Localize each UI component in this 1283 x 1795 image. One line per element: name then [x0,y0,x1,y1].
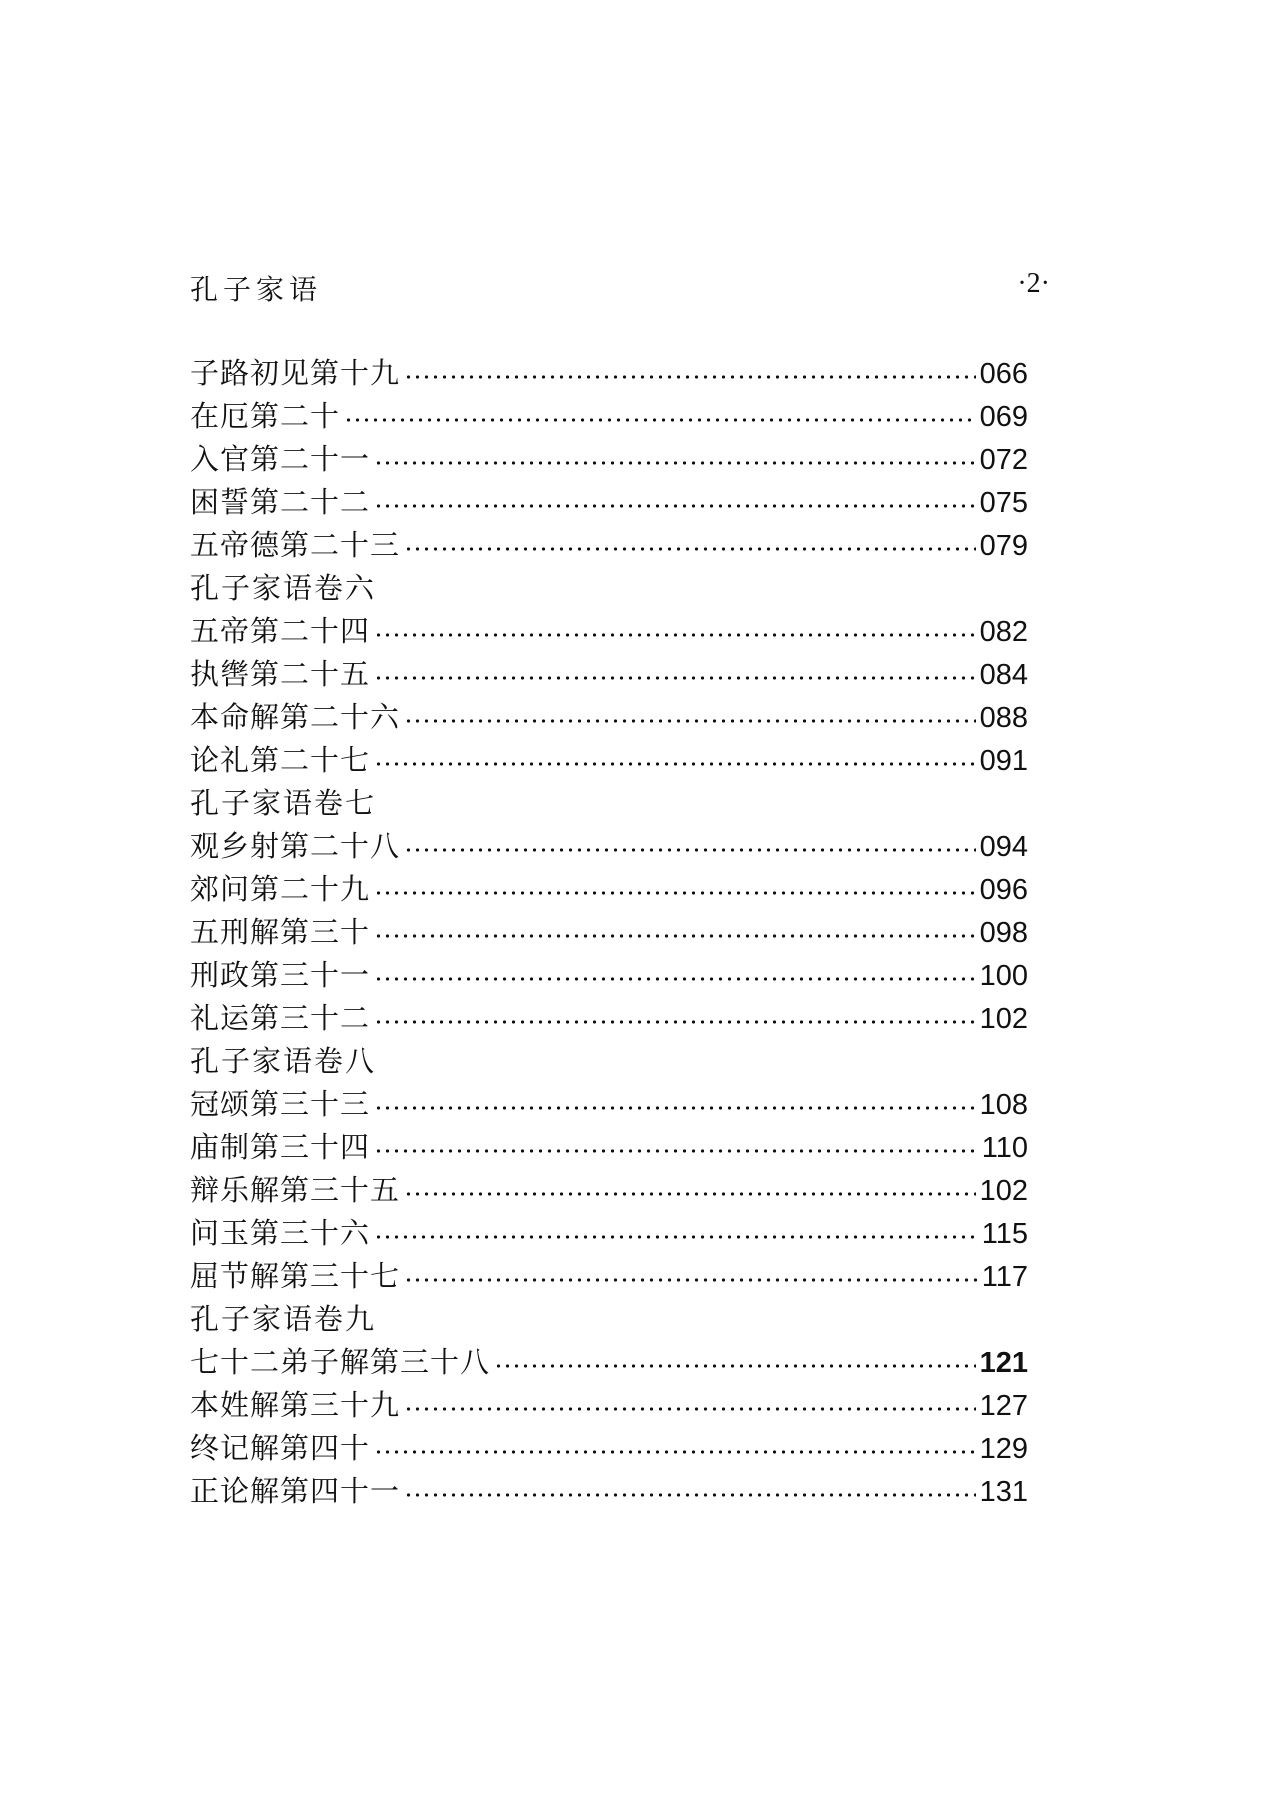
dot-leader [374,977,976,981]
page-number: ·2· [1017,268,1050,299]
toc-entry-page: 110 [981,1132,1028,1164]
toc-entry-title: 孔子家语卷九 [190,1302,377,1336]
toc-entry-title: 问玉第三十六 [190,1216,371,1250]
toc-entry-title: 正论解第四十一 [190,1474,401,1508]
dot-leader [374,461,976,465]
toc-volume-heading [190,567,1028,610]
toc-entry-page: 096 [979,874,1028,906]
toc-entry-page: 084 [979,659,1028,691]
dot-leader [404,1278,978,1282]
toc-entry-page: 082 [979,616,1028,648]
toc-entry [190,1470,1028,1513]
toc-volume-heading [190,782,1028,825]
toc-entry-title: 观乡射第二十八 [190,829,401,863]
toc-entry-title: 郊问第二十九 [190,872,371,906]
toc-entry-page: 098 [979,917,1028,949]
toc-entry [190,1126,1028,1169]
toc-entry-page: 066 [979,358,1028,390]
toc-volume-heading [190,1040,1028,1083]
page-header [190,268,1050,308]
toc-entry [190,610,1028,653]
toc-entry-title: 论礼第二十七 [190,743,371,777]
toc-entry-page: 115 [981,1218,1028,1250]
toc-entry [190,825,1028,868]
dot-leader [404,375,976,379]
running-head-title: 孔子家语 [190,273,323,306]
toc-entry [190,868,1028,911]
toc-entry-page: 131 [979,1476,1028,1508]
toc-entry [190,395,1028,438]
toc-entry [190,997,1028,1040]
toc-entry [190,1255,1028,1298]
toc-entry-title: 五帝德第二十三 [190,528,401,562]
dot-leader [404,1192,976,1196]
dot-leader [374,633,976,637]
toc-entry-title: 入官第二十一 [190,442,371,476]
toc-entry-title: 终记解第四十 [190,1431,371,1465]
toc-entry-page: 117 [981,1261,1028,1293]
toc-entry-title: 五帝第二十四 [190,614,371,648]
toc-entry-title: 子路初见第十九 [190,356,401,390]
toc-entry-title: 庙制第三十四 [190,1130,371,1164]
toc-volume-heading [190,1298,1028,1341]
toc-entry-title: 执辔第二十五 [190,657,371,691]
dot-leader [494,1364,976,1368]
toc-entry [190,954,1028,997]
toc-entry-title: 七十二弟子解第三十八 [190,1345,491,1379]
dot-leader [374,891,976,895]
toc-entry [190,739,1028,782]
dot-leader [404,1407,976,1411]
toc-entry [190,1427,1028,1470]
toc-entry [190,1169,1028,1212]
dot-leader [374,1020,976,1024]
dot-leader [374,1450,976,1454]
toc-entry-title: 在厄第二十 [190,399,341,433]
table-of-contents [190,352,1028,1513]
dot-leader [374,1235,978,1239]
toc-entry-title: 五刑解第三十 [190,915,371,949]
toc-entry-title: 孔子家语卷八 [190,1044,377,1078]
dot-leader [374,762,976,766]
toc-entry-title: 礼运第三十二 [190,1001,371,1035]
dot-leader [404,1493,976,1497]
toc-entry-page: 100 [979,960,1028,992]
toc-entry-title: 本姓解第三十九 [190,1388,401,1422]
dot-leader [344,418,976,422]
dot-leader [404,719,976,723]
toc-entry-page: 108 [979,1089,1028,1121]
toc-entry-title: 孔子家语卷六 [190,571,377,605]
toc-entry-page: 079 [979,530,1028,562]
toc-entry-page: 102 [979,1003,1028,1035]
toc-entry [190,1083,1028,1126]
toc-entry [190,1212,1028,1255]
toc-entry [190,481,1028,524]
toc-entry-title: 孔子家语卷七 [190,786,377,820]
dot-leader [374,504,976,508]
toc-entry-page: 075 [979,487,1028,519]
toc-entry-title: 辩乐解第三十五 [190,1173,401,1207]
toc-entry [190,352,1028,395]
dot-leader [374,1106,976,1110]
toc-entry-page: 091 [979,745,1028,777]
toc-entry-page: 072 [979,444,1028,476]
toc-entry [190,653,1028,696]
toc-entry-title: 本命解第二十六 [190,700,401,734]
toc-entry [190,1341,1028,1384]
dot-leader [404,547,976,551]
toc-entry [190,696,1028,739]
toc-entry [190,438,1028,481]
toc-entry-page: 127 [979,1390,1028,1422]
toc-entry [190,1384,1028,1427]
toc-entry-page: 069 [979,401,1028,433]
toc-entry-page: 129 [979,1433,1028,1465]
toc-entry [190,911,1028,954]
dot-leader [374,676,976,680]
toc-entry [190,524,1028,567]
toc-entry-title: 屈节解第三十七 [190,1259,401,1293]
toc-entry-title: 刑政第三十一 [190,958,371,992]
dot-leader [374,934,976,938]
toc-entry-title: 冠颂第三十三 [190,1087,371,1121]
dot-leader [374,1149,978,1153]
toc-entry-page: 121 [979,1347,1028,1379]
dot-leader [404,848,976,852]
toc-entry-page: 102 [979,1175,1028,1207]
toc-entry-page: 088 [979,702,1028,734]
toc-entry-title: 困誓第二十二 [190,485,371,519]
toc-entry-page: 094 [979,831,1028,863]
